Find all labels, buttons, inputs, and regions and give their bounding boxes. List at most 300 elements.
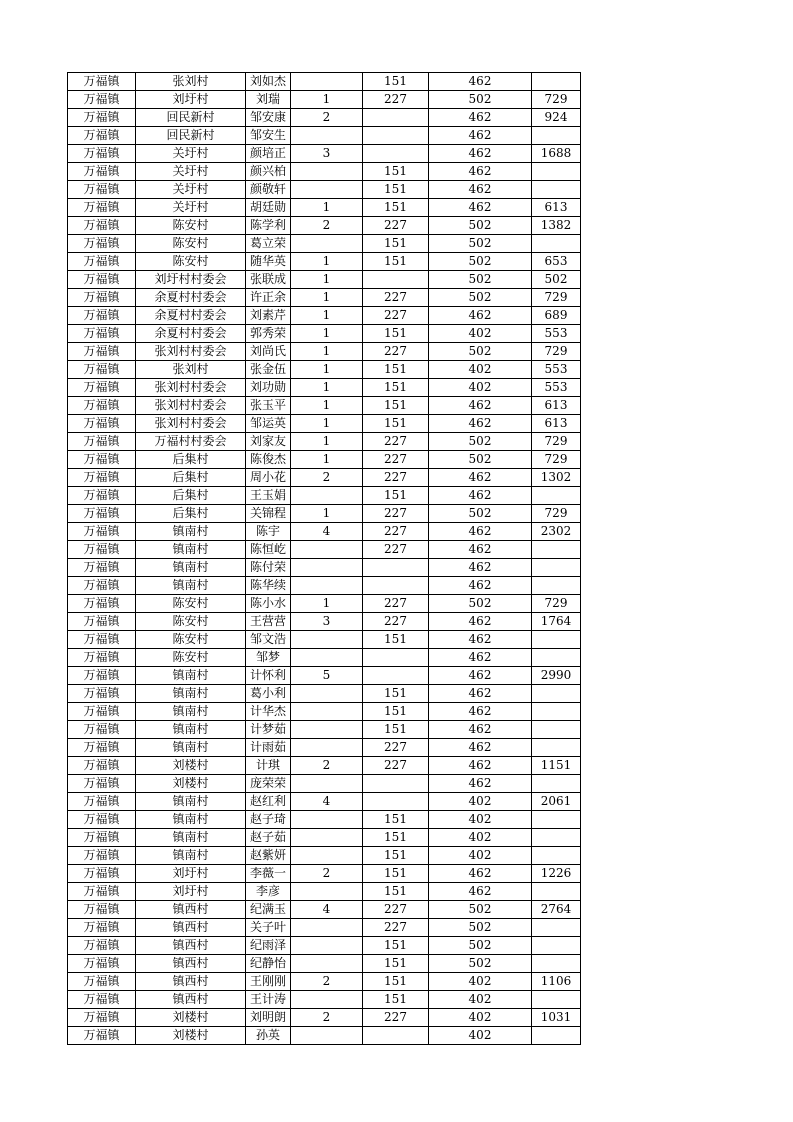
cell-town: 万福镇 xyxy=(68,199,136,217)
table-row xyxy=(68,469,581,487)
cell-amount-b: 402 xyxy=(429,1027,532,1045)
cell-village: 余夏村村委会 xyxy=(136,325,246,343)
cell-total xyxy=(532,739,581,757)
cell-amount-a: 151 xyxy=(363,73,429,91)
cell-village: 镇南村 xyxy=(136,523,246,541)
cell-count: 1 xyxy=(291,289,363,307)
cell-count xyxy=(291,919,363,937)
table-row xyxy=(68,721,581,739)
table-row xyxy=(68,865,581,883)
cell-village: 刘圩村 xyxy=(136,883,246,901)
cell-total: 502 xyxy=(532,271,581,289)
table-row xyxy=(68,1027,581,1045)
cell-amount-a: 227 xyxy=(363,523,429,541)
cell-town: 万福镇 xyxy=(68,955,136,973)
cell-village: 陈安村 xyxy=(136,631,246,649)
cell-count: 1 xyxy=(291,505,363,523)
cell-count: 4 xyxy=(291,901,363,919)
cell-total: 1302 xyxy=(532,469,581,487)
table-row xyxy=(68,685,581,703)
cell-amount-a: 151 xyxy=(363,487,429,505)
cell-amount-a: 151 xyxy=(363,235,429,253)
cell-amount-b: 462 xyxy=(429,307,532,325)
cell-count: 1 xyxy=(291,343,363,361)
table-row xyxy=(68,973,581,991)
cell-count: 1 xyxy=(291,379,363,397)
cell-name: 颜培正 xyxy=(246,145,291,163)
cell-village: 余夏村村委会 xyxy=(136,307,246,325)
table-row xyxy=(68,433,581,451)
cell-amount-b: 462 xyxy=(429,631,532,649)
cell-amount-a xyxy=(363,145,429,163)
cell-amount-b: 462 xyxy=(429,559,532,577)
cell-town: 万福镇 xyxy=(68,991,136,1009)
table-row xyxy=(68,847,581,865)
cell-name: 王计涛 xyxy=(246,991,291,1009)
cell-town: 万福镇 xyxy=(68,433,136,451)
cell-amount-b: 462 xyxy=(429,649,532,667)
cell-village: 陈安村 xyxy=(136,649,246,667)
cell-count xyxy=(291,1027,363,1045)
cell-town: 万福镇 xyxy=(68,919,136,937)
cell-village: 张刘村村委会 xyxy=(136,415,246,433)
cell-village: 镇西村 xyxy=(136,973,246,991)
cell-name: 邹安康 xyxy=(246,109,291,127)
cell-town: 万福镇 xyxy=(68,397,136,415)
cell-total: 2764 xyxy=(532,901,581,919)
cell-amount-b: 502 xyxy=(429,91,532,109)
cell-count: 2 xyxy=(291,1009,363,1027)
cell-name: 计怀利 xyxy=(246,667,291,685)
cell-village: 镇西村 xyxy=(136,901,246,919)
cell-amount-b: 402 xyxy=(429,361,532,379)
cell-name: 颜敬轩 xyxy=(246,181,291,199)
cell-village: 后集村 xyxy=(136,487,246,505)
table-row xyxy=(68,253,581,271)
cell-amount-b: 462 xyxy=(429,145,532,163)
cell-name: 计华杰 xyxy=(246,703,291,721)
cell-village: 镇西村 xyxy=(136,919,246,937)
cell-name: 郭秀荣 xyxy=(246,325,291,343)
cell-town: 万福镇 xyxy=(68,379,136,397)
table-row xyxy=(68,955,581,973)
cell-amount-a xyxy=(363,1027,429,1045)
cell-amount-a: 227 xyxy=(363,469,429,487)
cell-village: 镇南村 xyxy=(136,667,246,685)
cell-amount-b: 462 xyxy=(429,775,532,793)
cell-count xyxy=(291,181,363,199)
table-row xyxy=(68,991,581,1009)
cell-amount-b: 462 xyxy=(429,883,532,901)
cell-total: 553 xyxy=(532,379,581,397)
cell-village: 镇南村 xyxy=(136,541,246,559)
cell-village: 张刘村村委会 xyxy=(136,397,246,415)
table-row xyxy=(68,343,581,361)
cell-count: 1 xyxy=(291,271,363,289)
cell-amount-a: 151 xyxy=(363,955,429,973)
cell-amount-b: 462 xyxy=(429,73,532,91)
cell-total xyxy=(532,631,581,649)
table-row xyxy=(68,883,581,901)
cell-town: 万福镇 xyxy=(68,289,136,307)
cell-total: 2061 xyxy=(532,793,581,811)
cell-total: 1226 xyxy=(532,865,581,883)
cell-town: 万福镇 xyxy=(68,91,136,109)
cell-total xyxy=(532,559,581,577)
table-row xyxy=(68,505,581,523)
cell-town: 万福镇 xyxy=(68,883,136,901)
cell-total: 653 xyxy=(532,253,581,271)
cell-village: 镇南村 xyxy=(136,829,246,847)
cell-town: 万福镇 xyxy=(68,307,136,325)
cell-village: 刘楼村 xyxy=(136,1027,246,1045)
cell-village: 镇南村 xyxy=(136,739,246,757)
cell-village: 镇南村 xyxy=(136,559,246,577)
cell-town: 万福镇 xyxy=(68,811,136,829)
cell-total: 1382 xyxy=(532,217,581,235)
cell-amount-b: 462 xyxy=(429,577,532,595)
cell-town: 万福镇 xyxy=(68,109,136,127)
cell-total xyxy=(532,649,581,667)
table-row xyxy=(68,109,581,127)
table-row xyxy=(68,901,581,919)
cell-town: 万福镇 xyxy=(68,757,136,775)
cell-name: 刘尚氏 xyxy=(246,343,291,361)
table-row xyxy=(68,793,581,811)
cell-name: 刘功勋 xyxy=(246,379,291,397)
cell-total: 613 xyxy=(532,397,581,415)
cell-village: 镇南村 xyxy=(136,577,246,595)
cell-name: 计梦茹 xyxy=(246,721,291,739)
cell-name: 邹运英 xyxy=(246,415,291,433)
cell-name: 随华英 xyxy=(246,253,291,271)
cell-amount-a: 151 xyxy=(363,973,429,991)
cell-name: 邹梦 xyxy=(246,649,291,667)
cell-count: 1 xyxy=(291,307,363,325)
cell-amount-b: 502 xyxy=(429,343,532,361)
cell-name: 陈付荣 xyxy=(246,559,291,577)
cell-count: 4 xyxy=(291,523,363,541)
cell-total: 729 xyxy=(532,433,581,451)
cell-count xyxy=(291,541,363,559)
table-row xyxy=(68,397,581,415)
table-row xyxy=(68,271,581,289)
cell-amount-b: 502 xyxy=(429,451,532,469)
cell-count xyxy=(291,127,363,145)
cell-village: 张刘村村委会 xyxy=(136,343,246,361)
cell-amount-a: 151 xyxy=(363,253,429,271)
cell-amount-b: 502 xyxy=(429,505,532,523)
cell-village: 镇南村 xyxy=(136,793,246,811)
cell-village: 刘圩村 xyxy=(136,865,246,883)
cell-amount-a: 227 xyxy=(363,217,429,235)
cell-village: 关圩村 xyxy=(136,163,246,181)
cell-total: 613 xyxy=(532,415,581,433)
cell-amount-b: 502 xyxy=(429,433,532,451)
cell-village: 关圩村 xyxy=(136,145,246,163)
cell-amount-a: 151 xyxy=(363,163,429,181)
cell-amount-a: 227 xyxy=(363,901,429,919)
table-row xyxy=(68,487,581,505)
cell-village: 后集村 xyxy=(136,451,246,469)
table-row xyxy=(68,163,581,181)
cell-name: 陈学利 xyxy=(246,217,291,235)
cell-amount-a: 227 xyxy=(363,757,429,775)
table-row xyxy=(68,307,581,325)
cell-amount-a xyxy=(363,577,429,595)
cell-name: 王玉娟 xyxy=(246,487,291,505)
cell-amount-b: 462 xyxy=(429,541,532,559)
cell-total: 729 xyxy=(532,289,581,307)
cell-town: 万福镇 xyxy=(68,415,136,433)
table-row xyxy=(68,631,581,649)
table-row xyxy=(68,757,581,775)
cell-amount-a xyxy=(363,271,429,289)
cell-amount-b: 402 xyxy=(429,991,532,1009)
cell-amount-a: 227 xyxy=(363,739,429,757)
cell-count xyxy=(291,631,363,649)
cell-town: 万福镇 xyxy=(68,73,136,91)
cell-count: 1 xyxy=(291,397,363,415)
cell-amount-a xyxy=(363,127,429,145)
cell-count: 1 xyxy=(291,415,363,433)
cell-town: 万福镇 xyxy=(68,829,136,847)
cell-village: 镇南村 xyxy=(136,847,246,865)
cell-total xyxy=(532,991,581,1009)
cell-total: 729 xyxy=(532,343,581,361)
cell-amount-a: 151 xyxy=(363,703,429,721)
cell-village: 镇南村 xyxy=(136,703,246,721)
cell-village: 张刘村村委会 xyxy=(136,379,246,397)
cell-town: 万福镇 xyxy=(68,253,136,271)
cell-amount-b: 402 xyxy=(429,847,532,865)
cell-name: 刘如杰 xyxy=(246,73,291,91)
cell-name: 胡廷勋 xyxy=(246,199,291,217)
cell-amount-b: 402 xyxy=(429,829,532,847)
cell-count: 2 xyxy=(291,757,363,775)
cell-village: 镇西村 xyxy=(136,991,246,1009)
cell-total xyxy=(532,847,581,865)
cell-amount-a: 227 xyxy=(363,919,429,937)
cell-count xyxy=(291,649,363,667)
cell-count xyxy=(291,577,363,595)
cell-amount-b: 462 xyxy=(429,613,532,631)
cell-count xyxy=(291,559,363,577)
cell-count xyxy=(291,235,363,253)
cell-amount-b: 462 xyxy=(429,415,532,433)
cell-amount-a: 227 xyxy=(363,505,429,523)
cell-amount-b: 462 xyxy=(429,199,532,217)
cell-town: 万福镇 xyxy=(68,235,136,253)
cell-town: 万福镇 xyxy=(68,163,136,181)
cell-amount-a: 227 xyxy=(363,289,429,307)
cell-total: 613 xyxy=(532,199,581,217)
cell-name: 纪满玉 xyxy=(246,901,291,919)
cell-name: 张玉平 xyxy=(246,397,291,415)
cell-amount-a: 151 xyxy=(363,721,429,739)
cell-amount-b: 462 xyxy=(429,163,532,181)
table-row xyxy=(68,919,581,937)
cell-amount-a xyxy=(363,667,429,685)
cell-amount-a: 151 xyxy=(363,379,429,397)
cell-town: 万福镇 xyxy=(68,631,136,649)
cell-amount-b: 502 xyxy=(429,901,532,919)
cell-town: 万福镇 xyxy=(68,595,136,613)
cell-town: 万福镇 xyxy=(68,901,136,919)
cell-total xyxy=(532,883,581,901)
cell-count xyxy=(291,739,363,757)
cell-village: 陈安村 xyxy=(136,235,246,253)
cell-name: 赵紫妍 xyxy=(246,847,291,865)
cell-total: 729 xyxy=(532,91,581,109)
cell-name: 陈宇 xyxy=(246,523,291,541)
cell-village: 关圩村 xyxy=(136,199,246,217)
cell-name: 葛立荣 xyxy=(246,235,291,253)
cell-name: 陈华续 xyxy=(246,577,291,595)
cell-amount-b: 502 xyxy=(429,271,532,289)
cell-name: 周小花 xyxy=(246,469,291,487)
cell-amount-b: 502 xyxy=(429,937,532,955)
cell-village: 刘楼村 xyxy=(136,775,246,793)
cell-total: 1031 xyxy=(532,1009,581,1027)
cell-count: 2 xyxy=(291,217,363,235)
cell-total: 729 xyxy=(532,595,581,613)
cell-name: 赵子琦 xyxy=(246,811,291,829)
cell-amount-a: 227 xyxy=(363,451,429,469)
cell-name: 李薇一 xyxy=(246,865,291,883)
cell-amount-a: 227 xyxy=(363,1009,429,1027)
cell-amount-a xyxy=(363,793,429,811)
cell-amount-b: 462 xyxy=(429,721,532,739)
cell-total: 553 xyxy=(532,361,581,379)
cell-amount-a xyxy=(363,649,429,667)
cell-village: 陈安村 xyxy=(136,595,246,613)
cell-town: 万福镇 xyxy=(68,487,136,505)
cell-village: 关圩村 xyxy=(136,181,246,199)
cell-total: 1151 xyxy=(532,757,581,775)
table-row xyxy=(68,1009,581,1027)
cell-total xyxy=(532,721,581,739)
table-row xyxy=(68,379,581,397)
cell-town: 万福镇 xyxy=(68,361,136,379)
cell-town: 万福镇 xyxy=(68,559,136,577)
cell-town: 万福镇 xyxy=(68,847,136,865)
cell-amount-a: 227 xyxy=(363,91,429,109)
table-row xyxy=(68,451,581,469)
cell-town: 万福镇 xyxy=(68,271,136,289)
table-row xyxy=(68,559,581,577)
table-body xyxy=(68,73,581,1045)
cell-count: 4 xyxy=(291,793,363,811)
cell-town: 万福镇 xyxy=(68,649,136,667)
cell-town: 万福镇 xyxy=(68,1027,136,1045)
cell-town: 万福镇 xyxy=(68,793,136,811)
cell-total: 1764 xyxy=(532,613,581,631)
table-row xyxy=(68,811,581,829)
cell-town: 万福镇 xyxy=(68,541,136,559)
cell-total: 553 xyxy=(532,325,581,343)
cell-town: 万福镇 xyxy=(68,181,136,199)
cell-amount-a: 227 xyxy=(363,541,429,559)
cell-count: 3 xyxy=(291,613,363,631)
cell-count xyxy=(291,703,363,721)
cell-name: 计琪 xyxy=(246,757,291,775)
cell-village: 镇南村 xyxy=(136,811,246,829)
cell-village: 镇西村 xyxy=(136,955,246,973)
cell-amount-b: 462 xyxy=(429,667,532,685)
cell-amount-a: 151 xyxy=(363,937,429,955)
cell-amount-b: 402 xyxy=(429,811,532,829)
cell-town: 万福镇 xyxy=(68,325,136,343)
cell-count xyxy=(291,811,363,829)
cell-name: 关子叶 xyxy=(246,919,291,937)
cell-village: 镇南村 xyxy=(136,685,246,703)
cell-amount-b: 502 xyxy=(429,919,532,937)
table-row xyxy=(68,775,581,793)
cell-count xyxy=(291,775,363,793)
cell-amount-a: 151 xyxy=(363,685,429,703)
cell-village: 张刘村 xyxy=(136,73,246,91)
cell-village: 镇西村 xyxy=(136,937,246,955)
table-row xyxy=(68,937,581,955)
cell-amount-b: 402 xyxy=(429,973,532,991)
table-row xyxy=(68,181,581,199)
cell-total: 924 xyxy=(532,109,581,127)
cell-name: 庞荣荣 xyxy=(246,775,291,793)
cell-village: 后集村 xyxy=(136,469,246,487)
cell-village: 陈安村 xyxy=(136,217,246,235)
cell-name: 赵子茹 xyxy=(246,829,291,847)
cell-town: 万福镇 xyxy=(68,775,136,793)
cell-amount-b: 462 xyxy=(429,703,532,721)
table-row xyxy=(68,127,581,145)
cell-count: 1 xyxy=(291,325,363,343)
cell-amount-b: 402 xyxy=(429,379,532,397)
cell-total xyxy=(532,775,581,793)
cell-village: 张刘村 xyxy=(136,361,246,379)
cell-town: 万福镇 xyxy=(68,127,136,145)
table-row xyxy=(68,415,581,433)
cell-town: 万福镇 xyxy=(68,217,136,235)
cell-town: 万福镇 xyxy=(68,937,136,955)
cell-amount-b: 462 xyxy=(429,469,532,487)
cell-amount-b: 462 xyxy=(429,523,532,541)
cell-town: 万福镇 xyxy=(68,721,136,739)
cell-count xyxy=(291,829,363,847)
cell-amount-b: 462 xyxy=(429,109,532,127)
cell-name: 张联成 xyxy=(246,271,291,289)
cell-amount-b: 402 xyxy=(429,793,532,811)
table-row xyxy=(68,829,581,847)
cell-total: 729 xyxy=(532,505,581,523)
cell-amount-b: 462 xyxy=(429,685,532,703)
cell-amount-a: 151 xyxy=(363,631,429,649)
cell-amount-b: 462 xyxy=(429,865,532,883)
cell-count: 2 xyxy=(291,865,363,883)
cell-name: 关锦程 xyxy=(246,505,291,523)
cell-name: 纪雨泽 xyxy=(246,937,291,955)
cell-amount-b: 462 xyxy=(429,127,532,145)
cell-count xyxy=(291,163,363,181)
table-row xyxy=(68,145,581,163)
cell-total: 1688 xyxy=(532,145,581,163)
cell-village: 后集村 xyxy=(136,505,246,523)
cell-amount-b: 502 xyxy=(429,289,532,307)
cell-amount-a xyxy=(363,559,429,577)
cell-total xyxy=(532,127,581,145)
cell-town: 万福镇 xyxy=(68,505,136,523)
cell-name: 刘瑞 xyxy=(246,91,291,109)
